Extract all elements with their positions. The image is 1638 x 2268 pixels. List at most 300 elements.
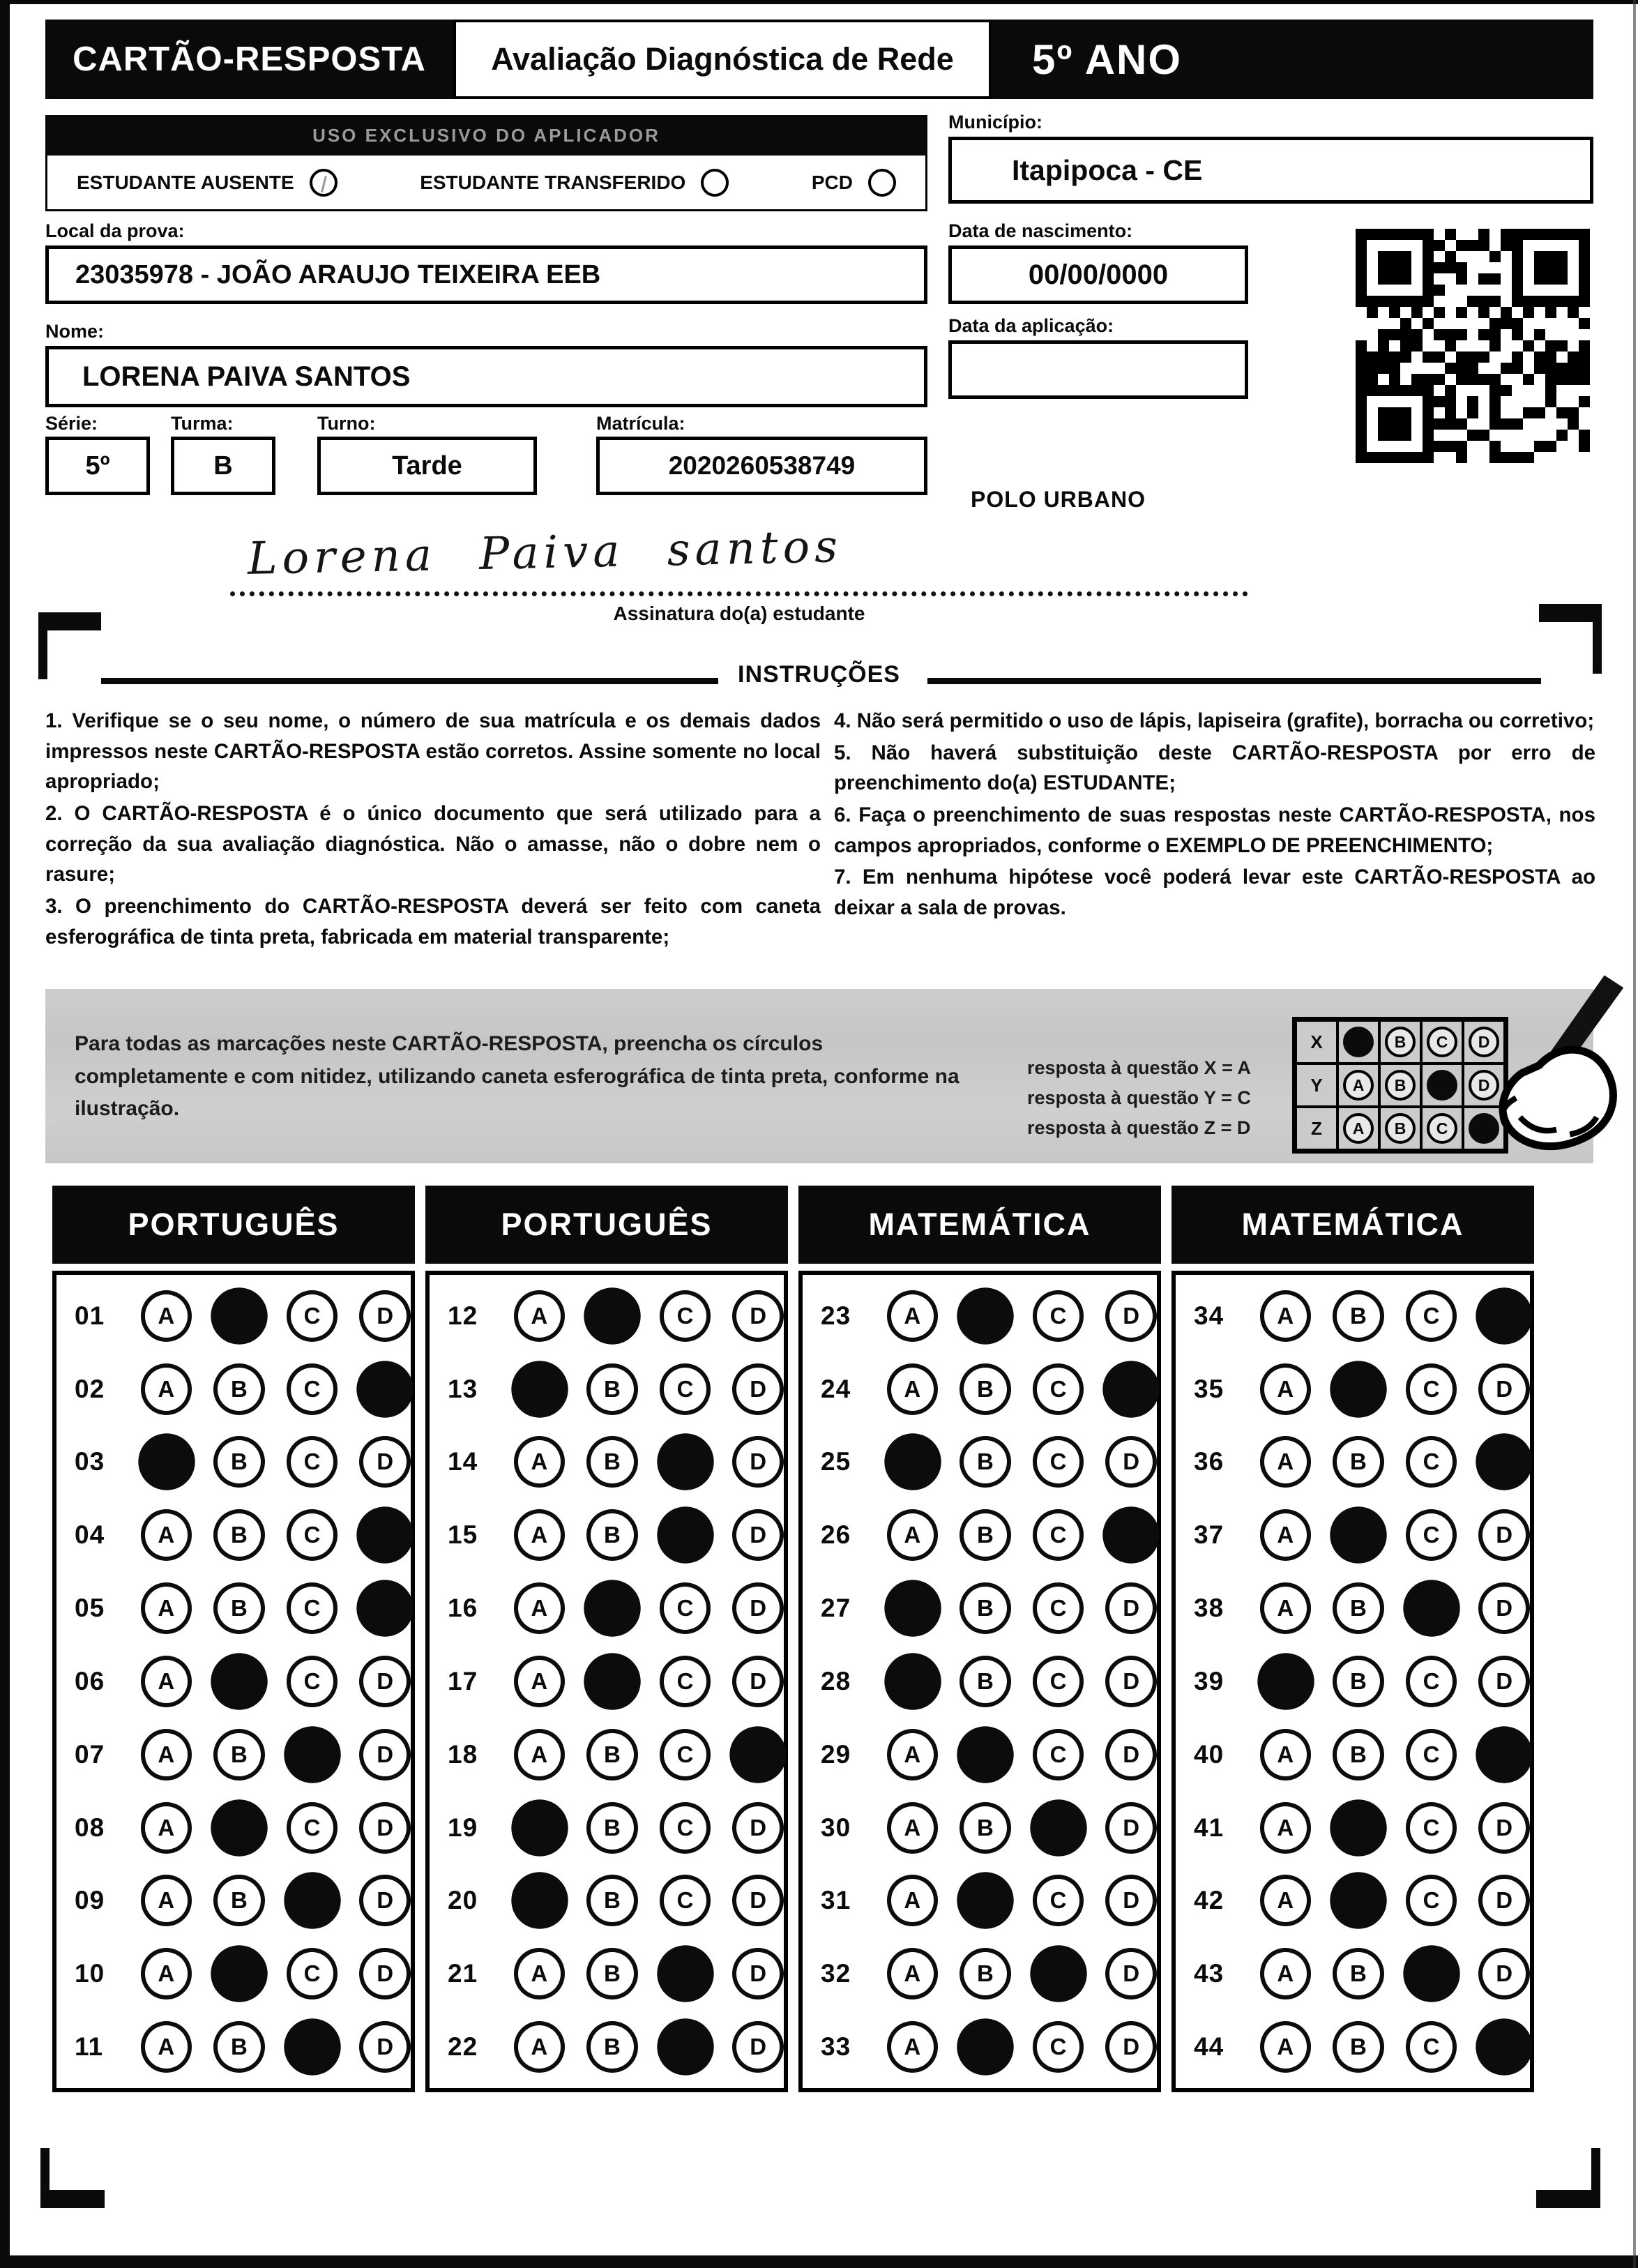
answer-bubble[interactable]: C	[1406, 2021, 1457, 2073]
question-number: 38	[1194, 1594, 1224, 1623]
answer-bubble[interactable]: C	[287, 1802, 338, 1854]
answer-bubble[interactable]: A	[141, 1509, 192, 1561]
answer-bubble[interactable]: A	[141, 1290, 192, 1342]
answer-bubble[interactable]: D	[1478, 1656, 1530, 1707]
answer-bubble[interactable]: C	[1033, 1363, 1084, 1415]
answer-bubble[interactable]: C	[287, 1363, 338, 1415]
answer-bubble[interactable]: C	[660, 1729, 711, 1781]
transferred-checkbox-circle[interactable]	[701, 169, 729, 197]
subject-header: PORTUGUÊS	[52, 1186, 415, 1264]
answer-grid	[1171, 1271, 1534, 2092]
answer-bubble[interactable]: C	[287, 1436, 338, 1488]
answer-column-matematica-1	[798, 1186, 1161, 2092]
answer-bubble[interactable]: A	[887, 1363, 939, 1415]
answer-column-portugues-2	[425, 1186, 788, 2092]
answer-bubble[interactable]: A	[514, 1509, 566, 1561]
answer-bubble[interactable]	[1330, 1799, 1386, 1856]
turno-value: Tarde	[392, 451, 462, 481]
answer-bubble[interactable]	[584, 1580, 640, 1636]
question-number: 42	[1194, 1886, 1224, 1915]
nome-label: Nome:	[45, 321, 105, 342]
question-number: 39	[1194, 1666, 1224, 1695]
example-bubble: C	[1427, 1027, 1457, 1057]
question-number: 31	[821, 1886, 851, 1915]
scan-edge-top	[0, 0, 1638, 4]
answer-bubble[interactable]: B	[586, 2021, 638, 2073]
answer-bubble[interactable]: A	[1260, 1802, 1312, 1854]
subject-header: PORTUGUÊS	[425, 1186, 788, 1264]
question-number: 01	[75, 1301, 105, 1330]
question-number: 09	[75, 1886, 105, 1915]
example-row-label: X	[1296, 1020, 1337, 1064]
question-row	[56, 1866, 411, 1935]
answer-bubble[interactable]	[1403, 1946, 1459, 2002]
page-title: CARTÃO-RESPOSTA	[73, 40, 426, 78]
answer-bubble[interactable]: B	[960, 1948, 1011, 1999]
answer-bubble[interactable]: D	[732, 1290, 784, 1342]
question-number: 06	[75, 1666, 105, 1695]
example-bubble: B	[1385, 1113, 1416, 1144]
question-row	[803, 1354, 1157, 1424]
answer-bubble[interactable]: C	[1406, 1729, 1457, 1781]
question-number: 28	[821, 1666, 851, 1695]
question-number: 22	[448, 2032, 478, 2062]
answer-bubble[interactable]	[511, 1361, 568, 1417]
answer-bubble[interactable]	[1476, 2018, 1533, 2075]
answer-bubble[interactable]: A	[141, 1363, 192, 1415]
question-number: 27	[821, 1594, 851, 1623]
question-row	[1176, 1939, 1530, 2009]
answer-bubble[interactable]	[1103, 1361, 1160, 1417]
answer-bubble[interactable]	[1330, 1507, 1386, 1564]
example-legend	[1027, 1053, 1251, 1144]
answer-bubble[interactable]: B	[586, 1436, 638, 1488]
question-row	[803, 1720, 1157, 1790]
instruction-item: 3. O preenchimento do CARTÃO-RESPOSTA deverá ser feito com caneta esferográfica de tinta preta, fabricada em material transparente;	[45, 894, 821, 948]
answer-bubble[interactable]: D	[1105, 1656, 1157, 1707]
question-row	[803, 1281, 1157, 1351]
answer-bubble[interactable]: B	[960, 1656, 1011, 1707]
question-row	[803, 1573, 1157, 1643]
answer-bubble[interactable]: C	[287, 1656, 338, 1707]
answer-bubble[interactable]: D	[732, 1802, 784, 1854]
answer-bubble[interactable]	[357, 1361, 414, 1417]
instruction-item: 2. O CARTÃO-RESPOSTA é o único documento que será utilizado para a correção da sua avaliação diagnóstica. Não o amasse, não o dobre nem o rasure;	[45, 801, 821, 886]
answer-bubble[interactable]: C	[1406, 1436, 1457, 1488]
answer-bubble[interactable]: D	[359, 2021, 411, 2073]
answer-bubble[interactable]: A	[141, 1875, 192, 1926]
answer-bubble[interactable]	[1476, 1726, 1533, 1783]
question-row	[430, 1281, 784, 1351]
answer-bubble[interactable]: C	[660, 1582, 711, 1634]
question-number: 19	[448, 1813, 478, 1842]
answer-bubble[interactable]	[357, 1507, 414, 1564]
matricula-value: 2020260538749	[668, 451, 856, 480]
polo-label: POLO URBANO	[971, 487, 1146, 512]
turno-field	[317, 437, 537, 495]
question-number: 37	[1194, 1520, 1224, 1550]
question-row	[1176, 1720, 1530, 1790]
answer-bubble[interactable]: C	[660, 1363, 711, 1415]
answer-bubble[interactable]	[211, 1653, 267, 1709]
answer-bubble[interactable]: D	[732, 2021, 784, 2073]
answer-bubble[interactable]: D	[1105, 1802, 1157, 1854]
question-number: 12	[448, 1301, 478, 1330]
answer-bubble[interactable]	[1030, 1799, 1086, 1856]
answer-bubble[interactable]: B	[960, 1363, 1011, 1415]
answer-bubble[interactable]: A	[887, 1875, 939, 1926]
answer-bubble[interactable]: A	[887, 1948, 939, 1999]
question-row	[1176, 1427, 1530, 1497]
instruction-item: 4. Não será permitido o uso de lápis, lapiseira (grafite), borracha ou corretivo;	[834, 709, 1595, 732]
answer-bubble[interactable]: B	[586, 1363, 638, 1415]
answer-bubble[interactable]: A	[514, 2021, 566, 2073]
answer-bubble[interactable]	[657, 1507, 713, 1564]
question-number: 14	[448, 1447, 478, 1476]
answer-bubble[interactable]: D	[732, 1948, 784, 1999]
answer-bubble[interactable]: C	[1033, 1290, 1084, 1342]
answer-bubble[interactable]: B	[960, 1509, 1011, 1561]
answer-bubble[interactable]: C	[1033, 1582, 1084, 1634]
answer-bubble[interactable]: A	[514, 1436, 566, 1488]
question-number: 29	[821, 1739, 851, 1769]
answer-bubble[interactable]	[138, 1434, 195, 1490]
answer-bubble[interactable]: D	[1478, 1948, 1530, 1999]
question-row	[56, 1427, 411, 1497]
question-number: 21	[448, 1959, 478, 1988]
answer-bubble[interactable]	[211, 1287, 267, 1344]
question-number: 36	[1194, 1447, 1224, 1476]
matricula-field	[596, 437, 927, 495]
municipio-field	[948, 137, 1593, 204]
question-number: 17	[448, 1666, 478, 1695]
question-number: 13	[448, 1374, 478, 1403]
answer-bubble[interactable]	[284, 2018, 340, 2075]
answer-bubble[interactable]	[957, 1726, 1013, 1783]
divider-line	[927, 678, 1541, 684]
question-number: 04	[75, 1520, 105, 1550]
answer-bubble[interactable]: C	[1406, 1802, 1457, 1854]
answer-bubble[interactable]	[357, 1580, 414, 1636]
question-row	[56, 1647, 411, 1716]
answer-bubble[interactable]: B	[960, 1436, 1011, 1488]
answer-bubble[interactable]: B	[1333, 1948, 1384, 1999]
nascimento-field	[948, 245, 1248, 304]
answer-bubble[interactable]: B	[1333, 1729, 1384, 1781]
option-estudante-ausente	[77, 169, 338, 197]
corner-mark	[1536, 2190, 1600, 2208]
corner-mark	[40, 2190, 105, 2208]
answer-bubble[interactable]	[1330, 1361, 1386, 1417]
answer-bubble[interactable]: A	[141, 1802, 192, 1854]
nome-field	[45, 346, 927, 407]
answer-column-matematica-2	[1171, 1186, 1534, 2092]
answer-bubble[interactable]: A	[1260, 1436, 1312, 1488]
answer-bubble[interactable]: B	[586, 1509, 638, 1561]
answer-bubble[interactable]: D	[1478, 1582, 1530, 1634]
question-row	[430, 2012, 784, 2082]
answer-bubble[interactable]: D	[1105, 1729, 1157, 1781]
answer-bubble[interactable]: C	[1406, 1875, 1457, 1926]
question-row	[1176, 1647, 1530, 1716]
answer-bubble[interactable]: D	[1105, 1875, 1157, 1926]
answer-bubble[interactable]: D	[359, 1802, 411, 1854]
answer-bubble[interactable]: D	[359, 1948, 411, 1999]
municipio-value: Itapipoca - CE	[1012, 153, 1203, 186]
question-number: 34	[1194, 1301, 1224, 1330]
question-number: 15	[448, 1520, 478, 1550]
answer-bubble[interactable]: C	[1406, 1509, 1457, 1561]
answer-bubble[interactable]: D	[1105, 1948, 1157, 1999]
answer-bubble[interactable]: C	[1033, 1729, 1084, 1781]
turno-label: Turno:	[317, 413, 376, 434]
answer-bubble[interactable]: A	[1260, 1948, 1312, 1999]
answer-bubble[interactable]: B	[1333, 1436, 1384, 1488]
answer-bubble[interactable]: B	[586, 1948, 638, 1999]
option-pcd	[812, 169, 896, 197]
answer-bubble[interactable]	[584, 1287, 640, 1344]
question-row	[56, 1793, 411, 1863]
answer-bubble[interactable]: C	[660, 1802, 711, 1854]
answer-bubble[interactable]: D	[1105, 1290, 1157, 1342]
question-row	[430, 1866, 784, 1935]
legend-line: resposta à questão X = A	[1027, 1057, 1251, 1078]
answer-bubble[interactable]: C	[287, 1509, 338, 1561]
answer-bubble[interactable]: B	[213, 1363, 265, 1415]
answer-bubble[interactable]: B	[1333, 1582, 1384, 1634]
answer-bubble[interactable]	[957, 1287, 1013, 1344]
answer-bubble[interactable]	[1403, 1580, 1459, 1636]
answer-bubble[interactable]: C	[1033, 2021, 1084, 2073]
answer-bubble[interactable]	[1257, 1653, 1314, 1709]
answer-bubble[interactable]: B	[960, 1802, 1011, 1854]
answer-bubble[interactable]: C	[1406, 1290, 1457, 1342]
answer-bubble[interactable]	[1103, 1507, 1160, 1564]
answer-bubble[interactable]: D	[359, 1875, 411, 1926]
question-row	[56, 1281, 411, 1351]
example-bubble: D	[1469, 1070, 1499, 1101]
question-row	[1176, 1866, 1530, 1935]
answer-bubble[interactable]: C	[1406, 1656, 1457, 1707]
question-row	[1176, 1573, 1530, 1643]
answer-bubble[interactable]: A	[887, 1802, 939, 1854]
answer-bubble[interactable]	[884, 1580, 941, 1636]
applicator-box	[45, 115, 927, 211]
instruction-item: 7. Em nenhuma hipótese você poderá levar este CARTÃO-RESPOSTA ao deixar a sala de provas.	[834, 865, 1595, 919]
answer-bubble[interactable]: B	[1333, 1656, 1384, 1707]
answer-bubble[interactable]: C	[1033, 1656, 1084, 1707]
example-bubble: B	[1385, 1027, 1416, 1057]
example-text: Para todas as marcações neste CARTÃO-RESPOSTA, preencha os círculos completamente e com nitidez, utilizando caneta esferográfica de tinta preta, conforme na ilustração.	[75, 1032, 960, 1120]
answer-bubble[interactable]: C	[287, 1948, 338, 1999]
answer-section	[52, 1186, 1545, 2092]
answer-bubble[interactable]	[884, 1434, 941, 1490]
question-number: 30	[821, 1813, 851, 1842]
question-row	[803, 1793, 1157, 1863]
answer-bubble[interactable]: D	[359, 1729, 411, 1781]
answer-bubble[interactable]: D	[732, 1436, 784, 1488]
answer-bubble[interactable]: A	[1260, 2021, 1312, 2073]
answer-bubble[interactable]	[284, 1873, 340, 1929]
nome-value: LORENA PAIVA SANTOS	[82, 361, 411, 392]
answer-bubble[interactable]: A	[514, 1656, 566, 1707]
answer-bubble[interactable]: D	[1478, 1875, 1530, 1926]
header-band	[45, 20, 1593, 99]
answer-bubble[interactable]: A	[1260, 1582, 1312, 1634]
answer-bubble[interactable]: A	[514, 1290, 566, 1342]
answer-bubble[interactable]: B	[213, 1436, 265, 1488]
answer-bubble[interactable]	[511, 1799, 568, 1856]
question-row	[430, 1939, 784, 2009]
absent-checkbox-circle[interactable]	[310, 169, 338, 197]
instruction-item: 1. Verifique se o seu nome, o número de sua matrícula e os demais dados impressos neste CARTÃO-RESPOSTA estão corretos. Assine somente no local apropriado;	[45, 709, 821, 794]
question-number: 05	[75, 1594, 105, 1623]
answer-bubble[interactable]: D	[1478, 1802, 1530, 1854]
question-row	[56, 1354, 411, 1424]
answer-bubble[interactable]: A	[141, 2021, 192, 2073]
answer-bubble[interactable]	[1476, 1287, 1533, 1344]
answer-bubble[interactable]: A	[1260, 1729, 1312, 1781]
question-row	[803, 1647, 1157, 1716]
answer-bubble[interactable]	[657, 1946, 713, 2002]
example-bubble: B	[1385, 1070, 1416, 1101]
answer-bubble[interactable]: A	[514, 1729, 566, 1781]
answer-bubble[interactable]	[284, 1726, 340, 1783]
answer-grid	[798, 1271, 1161, 2092]
answer-bubble[interactable]: D	[732, 1582, 784, 1634]
answer-bubble[interactable]: A	[1260, 1509, 1312, 1561]
answer-bubble[interactable]: D	[1105, 1582, 1157, 1634]
answer-bubble[interactable]	[1476, 1434, 1533, 1490]
answer-bubble[interactable]: B	[586, 1875, 638, 1926]
option-label: PCD	[811, 171, 853, 193]
qr-code	[1356, 229, 1590, 463]
answer-bubble[interactable]	[657, 1434, 713, 1490]
answer-bubble[interactable]: C	[660, 1656, 711, 1707]
question-row	[803, 1427, 1157, 1497]
turma-label: Turma:	[171, 413, 234, 434]
nascimento-value: 00/00/0000	[1028, 259, 1169, 290]
answer-bubble[interactable]: D	[1478, 1509, 1530, 1561]
example-bubble: D	[1469, 1027, 1499, 1057]
example-panel	[45, 989, 1593, 1163]
answer-bubble[interactable]: B	[960, 1582, 1011, 1634]
answer-bubble[interactable]: D	[732, 1509, 784, 1561]
answer-bubble[interactable]: D	[1105, 1436, 1157, 1488]
question-row	[430, 1500, 784, 1570]
answer-bubble[interactable]: A	[141, 1729, 192, 1781]
answer-bubble[interactable]: B	[213, 1875, 265, 1926]
answer-bubble[interactable]	[657, 2018, 713, 2075]
answer-grid	[425, 1271, 788, 2092]
pcd-checkbox-circle[interactable]	[868, 169, 896, 197]
grade-badge: 5º ANO	[1032, 36, 1183, 83]
answer-bubble[interactable]: C	[287, 1290, 338, 1342]
answer-bubble[interactable]: C	[660, 1290, 711, 1342]
answer-bubble[interactable]: C	[660, 1875, 711, 1926]
legend-line: resposta à questão Z = D	[1027, 1117, 1251, 1139]
question-number: 25	[821, 1447, 851, 1476]
answer-bubble[interactable]	[884, 1653, 941, 1709]
answer-bubble[interactable]: B	[586, 1729, 638, 1781]
answer-bubble[interactable]: A	[514, 1582, 566, 1634]
answer-bubble[interactable]	[957, 2018, 1013, 2075]
answer-bubble[interactable]: C	[1033, 1509, 1084, 1561]
question-row	[430, 1647, 784, 1716]
answer-bubble[interactable]: B	[1333, 1290, 1384, 1342]
answer-bubble[interactable]: B	[213, 2021, 265, 2073]
answer-bubble[interactable]: D	[359, 1290, 411, 1342]
answer-bubble[interactable]: D	[732, 1656, 784, 1707]
answer-bubble[interactable]: D	[359, 1436, 411, 1488]
answer-bubble[interactable]	[957, 1873, 1013, 1929]
question-row	[1176, 1281, 1530, 1351]
question-row	[56, 1500, 411, 1570]
signature-line	[230, 591, 1248, 596]
instructions-title: INSTRUÇÕES	[738, 661, 900, 688]
answer-bubble[interactable]: A	[1260, 1290, 1312, 1342]
answer-bubble[interactable]: B	[1333, 2021, 1384, 2073]
assessment-title: Avaliação Diagnóstica de Rede	[453, 20, 992, 99]
answer-bubble[interactable]: C	[1033, 1875, 1084, 1926]
question-row	[56, 1573, 411, 1643]
question-number: 02	[75, 1374, 105, 1403]
answer-bubble[interactable]: D	[359, 1656, 411, 1707]
instructions-right-column	[834, 706, 1595, 925]
answer-bubble[interactable]	[211, 1946, 267, 2002]
answer-bubble[interactable]: B	[213, 1729, 265, 1781]
answer-bubble[interactable]: A	[141, 1582, 192, 1634]
answer-bubble[interactable]: B	[586, 1802, 638, 1854]
answer-bubble[interactable]: D	[1478, 1363, 1530, 1415]
local-prova-field	[45, 245, 927, 304]
answer-bubble[interactable]	[1030, 1946, 1086, 2002]
question-number: 07	[75, 1739, 105, 1769]
answer-bubble[interactable]: A	[141, 1948, 192, 1999]
answer-bubble[interactable]: A	[141, 1656, 192, 1707]
answer-bubble[interactable]	[730, 1726, 787, 1783]
answer-bubble[interactable]	[584, 1653, 640, 1709]
matricula-label: Matrícula:	[596, 413, 685, 434]
answer-bubble[interactable]	[1330, 1873, 1386, 1929]
answer-bubble[interactable]: D	[732, 1875, 784, 1926]
answer-bubble[interactable]: D	[732, 1363, 784, 1415]
applicator-options	[45, 156, 927, 211]
question-number: 41	[1194, 1813, 1224, 1842]
answer-bubble[interactable]: B	[213, 1582, 265, 1634]
answer-bubble[interactable]: A	[887, 1290, 939, 1342]
question-number: 43	[1194, 1959, 1224, 1988]
option-label: ESTUDANTE TRANSFERIDO	[420, 171, 686, 193]
answer-bubble[interactable]: A	[1260, 1363, 1312, 1415]
answer-bubble[interactable]: A	[887, 2021, 939, 2073]
question-row	[803, 1939, 1157, 2009]
answer-bubble[interactable]	[511, 1873, 568, 1929]
answer-bubble[interactable]: C	[1033, 1436, 1084, 1488]
answer-bubble[interactable]: D	[1105, 2021, 1157, 2073]
answer-bubble[interactable]: C	[287, 1582, 338, 1634]
answer-bubble[interactable]: A	[887, 1509, 939, 1561]
answer-bubble[interactable]: C	[1406, 1363, 1457, 1415]
answer-bubble[interactable]: A	[1260, 1875, 1312, 1926]
instructions-left-column	[45, 706, 821, 953]
answer-bubble[interactable]: A	[887, 1729, 939, 1781]
instruction-item: 6. Faça o preenchimento de suas respostas neste CARTÃO-RESPOSTA, nos campos apropriados, conforme o EXEMPLO DE PREENCHIMENTO;	[834, 803, 1595, 857]
aplicacao-label: Data da aplicação:	[948, 315, 1114, 336]
answer-bubble[interactable]: B	[213, 1509, 265, 1561]
answer-bubble[interactable]: A	[514, 1948, 566, 1999]
answer-bubble[interactable]	[211, 1799, 267, 1856]
